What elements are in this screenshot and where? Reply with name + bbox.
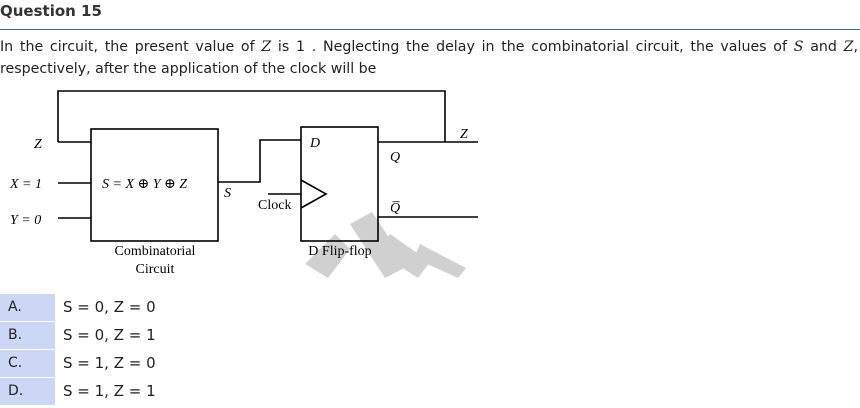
combinatorial-caption-line1: Combinatorial [114, 244, 196, 259]
xor-expression: S = X ⊕ Y ⊕ Z [102, 177, 188, 192]
question-text-part: is 1 . Neglecting the delay in the combinatorial circuit, the values of [271, 39, 794, 55]
option-b-value[interactable]: S = 0, Z = 1 [63, 326, 156, 344]
clock-triangle [301, 180, 326, 208]
y-input-label: Y = 0 [10, 213, 42, 228]
z-output-label: Z [460, 127, 468, 142]
var-s: S [793, 39, 804, 55]
option-c-value[interactable]: S = 1, Z = 0 [63, 354, 156, 372]
question-text [0, 36, 858, 80]
question-title: Question 15 [0, 2, 102, 20]
option-c-label[interactable]: C. [0, 350, 55, 377]
circuit-diagram [0, 84, 500, 284]
feedback-wire [58, 91, 445, 142]
clock-label: Clock [258, 198, 292, 213]
option-a-label[interactable]: A. [0, 294, 55, 321]
option-a-value[interactable]: S = 0, Z = 0 [63, 298, 156, 316]
title-divider [0, 29, 860, 30]
option-d-value[interactable]: S = 1, Z = 1 [63, 382, 156, 400]
z-input-label: Z [34, 137, 42, 152]
option-d-label[interactable]: D. [0, 378, 55, 405]
var-z: Z [261, 39, 272, 55]
question-text-part: and [803, 39, 844, 55]
question-text-part: In the circuit, the present value of [0, 39, 262, 55]
question-text-part: , respectively, after the application of the clock will be [0, 39, 858, 77]
combinatorial-caption-line2: Circuit [135, 262, 175, 277]
var-z: Z [843, 39, 854, 55]
s-wire [218, 140, 301, 182]
d-label: D [310, 136, 321, 151]
flipflop-caption: D Flip-flop [308, 244, 372, 259]
qbar-label: Q̅ [390, 201, 401, 216]
s-label: S [224, 186, 231, 201]
q-label: Q [390, 150, 401, 165]
x-input-label: X = 1 [10, 177, 42, 192]
option-b-label[interactable]: B. [0, 322, 55, 349]
